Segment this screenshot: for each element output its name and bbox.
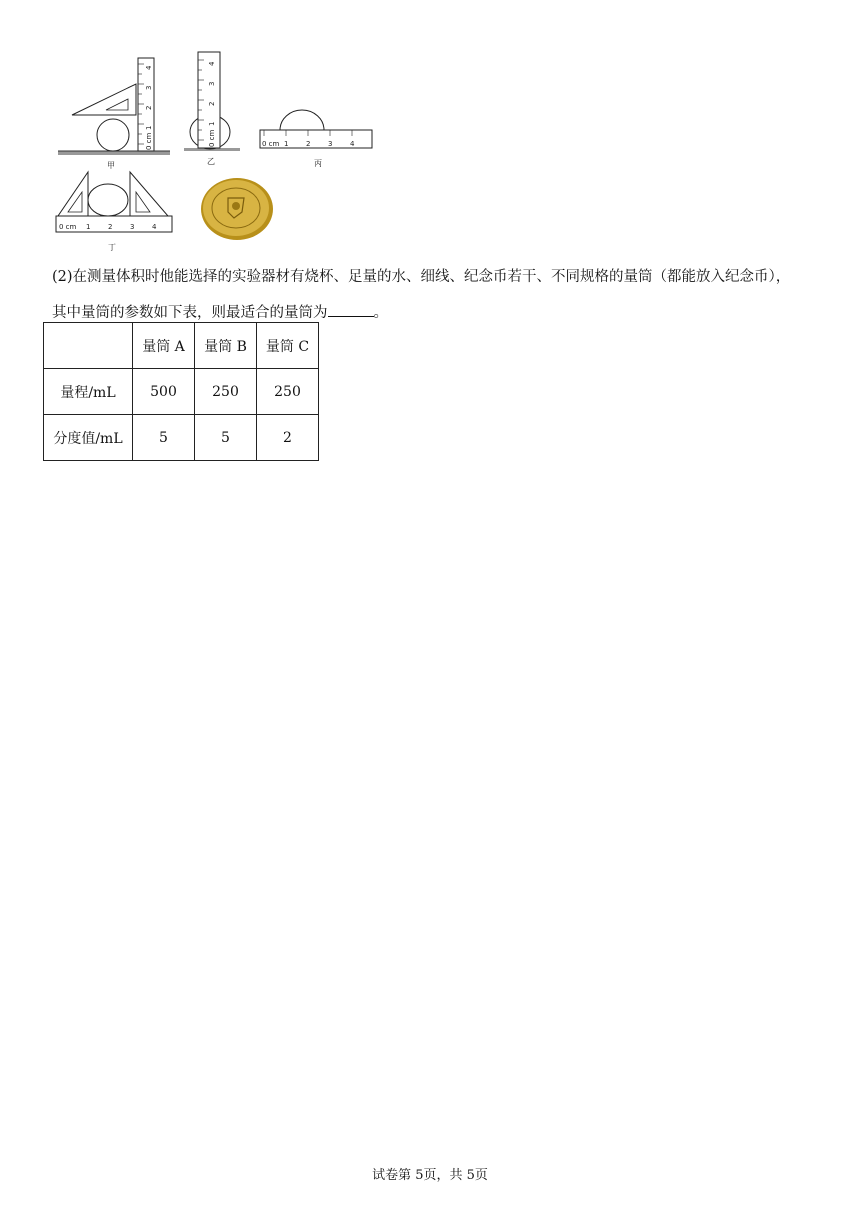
figure-ding xyxy=(50,168,178,242)
answer-blank[interactable] xyxy=(328,302,374,317)
figure-label-bing: 丙 xyxy=(314,159,322,168)
ruler-tick-label: 1 xyxy=(145,125,153,130)
page-footer: 试卷第 5页，共 5页 xyxy=(372,1168,488,1183)
ruler-tick-label: 3 xyxy=(130,223,135,231)
figure-jia xyxy=(58,54,178,169)
ruler-tick-label: 2 xyxy=(208,101,216,106)
ruler-tick-label: 4 xyxy=(350,140,355,148)
table-cell: 量程/mL xyxy=(44,369,133,415)
table-header-cell: 量筒 A xyxy=(133,323,195,369)
table-cell: 5 xyxy=(195,415,257,461)
ruler-tick-label: 4 xyxy=(152,223,157,231)
question-text xyxy=(52,259,822,331)
figure-yi xyxy=(184,50,244,160)
ruler-tick-label: 2 xyxy=(145,105,153,110)
table-cell: 分度值/mL xyxy=(44,415,133,461)
ruler-tick-label: 2 xyxy=(306,140,311,148)
table-cell: 2 xyxy=(257,415,319,461)
figure-label-yi: 乙 xyxy=(207,157,215,166)
ruler-tick-label: 2 xyxy=(108,223,113,231)
table-header-cell xyxy=(44,323,133,369)
cylinder-spec-table xyxy=(43,322,319,461)
ruler-tick-label: 1 xyxy=(284,140,289,148)
table-cell: 250 xyxy=(257,369,319,415)
ruler-tick-label: 1 xyxy=(86,223,91,231)
table-header-row xyxy=(44,323,319,369)
ruler-unit-label: 0 cm xyxy=(262,140,280,148)
question-line-2-text: 其中量筒的参数如下表，则最适合的量筒为 xyxy=(52,305,328,321)
ruler-tick-label: 1 xyxy=(208,121,216,126)
question-line-2-end: 。 xyxy=(373,305,388,321)
table-cell: 5 xyxy=(133,415,195,461)
table-header-cell: 量筒 B xyxy=(195,323,257,369)
ruler-unit-label: 0 cm xyxy=(59,223,77,231)
table-row xyxy=(44,369,319,415)
figure-label-ding: 丁 xyxy=(108,243,116,252)
coin-image xyxy=(198,176,276,242)
ruler-tick-label: 3 xyxy=(145,85,153,90)
figure-label-jia: 甲 xyxy=(107,161,115,170)
ruler-unit-label: 0 cm xyxy=(145,132,153,150)
ruler-tick-label: 3 xyxy=(328,140,333,148)
table-row xyxy=(44,415,319,461)
ruler-tick-label: 3 xyxy=(208,81,216,86)
table-header-cell: 量筒 C xyxy=(257,323,319,369)
measurement-figures xyxy=(50,44,390,254)
ruler-unit-label: 0 cm xyxy=(208,129,216,147)
figure-bing xyxy=(258,106,376,151)
question-line-1: (2)在测量体积时他能选择的实验器材有烧杯、足量的水、细线、纪念币若干、不同规格的量筒（都能放入纪念币）， xyxy=(52,269,791,285)
ruler-tick-label: 4 xyxy=(145,65,153,70)
table-cell: 500 xyxy=(133,369,195,415)
table-cell: 250 xyxy=(195,369,257,415)
ruler-tick-label: 4 xyxy=(208,61,216,66)
